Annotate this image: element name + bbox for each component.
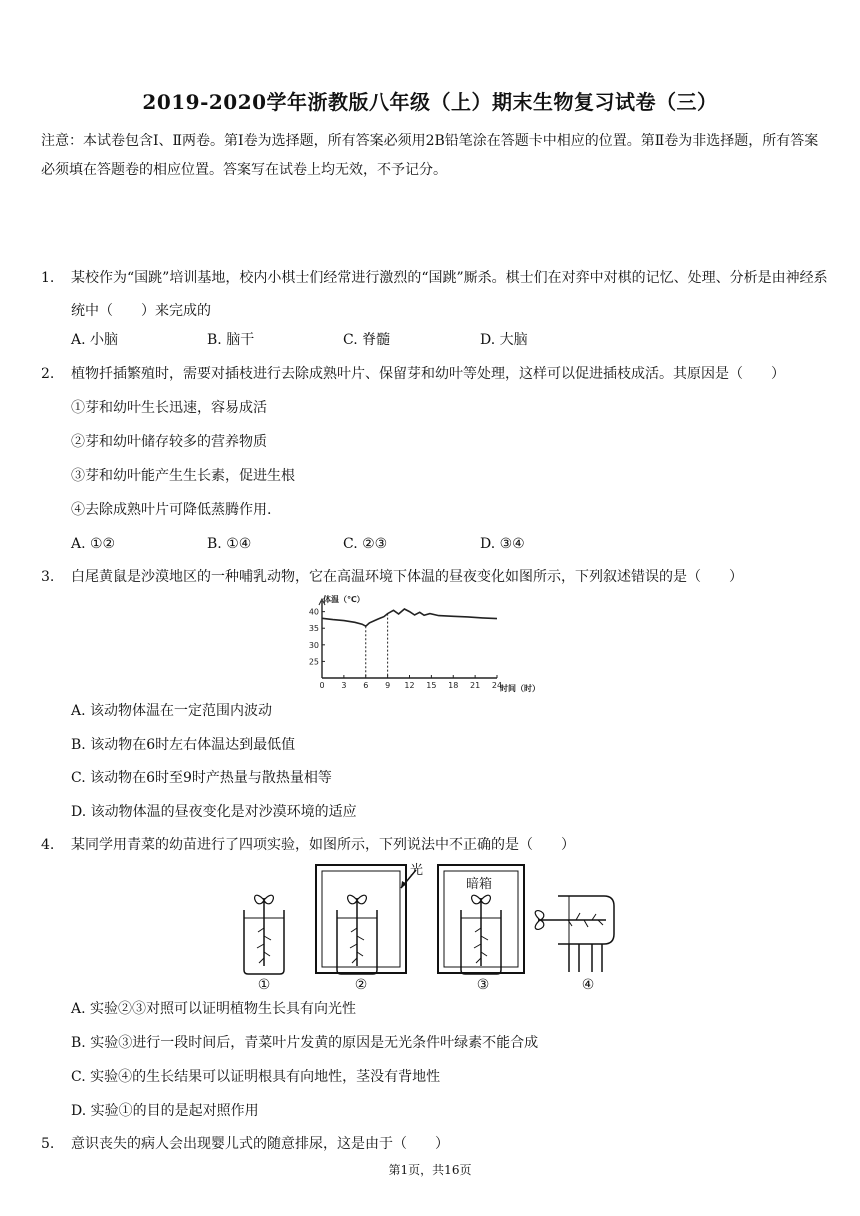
- dark-box-label: 暗箱: [466, 877, 493, 892]
- question-text: 白尾黄鼠是沙漠地区的一种哺乳动物，它在高温环境下体温的昼夜变化如图所示，下列叙述错误的是（ ）: [71, 569, 743, 585]
- x-axis-label: 时间（时）: [500, 684, 540, 693]
- option-b[interactable]: B. 实验③进行一段时间后，青菜叶片发黄的原因是无光条件叶绿素不能合成: [71, 1035, 539, 1051]
- label-2: ②: [354, 977, 368, 993]
- statement-3: ③芽和幼叶能产生生长素，促进生根: [71, 468, 295, 484]
- option-b[interactable]: B. 该动物在6时左右体温达到最低值: [71, 737, 296, 753]
- option-a[interactable]: A. 小脑: [71, 332, 119, 348]
- y-tick-label: 40: [308, 607, 319, 617]
- option-d[interactable]: D. 实验①的目的是起对照作用: [71, 1103, 259, 1119]
- option-c[interactable]: C. 脊髓: [343, 332, 391, 348]
- temperature-series-line: [322, 609, 497, 626]
- statement-2: ②芽和幼叶储存较多的营养物质: [71, 434, 267, 450]
- x-tick-label: 15: [426, 681, 437, 690]
- question-number: 5.: [41, 1136, 55, 1152]
- question-5: [41, 1134, 831, 1154]
- x-tick-label: 9: [385, 681, 391, 690]
- option-a[interactable]: A. ①②: [71, 536, 116, 552]
- experiment-1: [244, 895, 284, 974]
- x-tick-label: 0: [319, 681, 325, 690]
- question-text: 植物扦插繁殖时，需要对插枝进行去除成熟叶片、保留芽和幼叶等处理，这样可以促进插枝成活。其原因是（ ）: [71, 366, 785, 382]
- statement-1: ①芽和幼叶生长迅速，容易成活: [71, 400, 267, 416]
- x-tick-label: 21: [470, 681, 481, 690]
- option-b[interactable]: B. 脑干: [207, 332, 255, 348]
- option-b[interactable]: B. ①④: [207, 536, 252, 552]
- x-tick-label: 12: [404, 681, 415, 690]
- exam-notice: 注意：本试卷包含Ⅰ、Ⅱ两卷。第Ⅰ卷为选择题，所有答案必须用2B铅笔涂在答题卡中相应的位置。第Ⅱ卷为非选择题，所有答案必须填在答题卷的相应位置。答案写在试卷上均无效，不予记分。: [41, 133, 819, 178]
- label-1: ①: [257, 977, 271, 993]
- question-text: 意识丧失的病人会出现婴儿式的随意排尿，这是由于（ ）: [71, 1136, 449, 1152]
- question-2: [41, 364, 831, 384]
- experiment-2: [337, 895, 377, 974]
- y-axis-label: 体温（℃）: [323, 595, 365, 604]
- option-d[interactable]: D. 大脑: [480, 332, 528, 348]
- y-tick-label: 35: [308, 624, 319, 634]
- question-4: [41, 835, 831, 855]
- option-a[interactable]: A. 该动物体温在一定范围内波动: [71, 703, 273, 719]
- page-title: 2019-2020学年浙教版八年级（上）期末生物复习试卷（三）: [142, 90, 718, 114]
- x-tick-label: 18: [448, 681, 459, 690]
- question-number: 4.: [41, 837, 55, 853]
- question-1: [41, 262, 831, 328]
- question-number: 2.: [41, 366, 55, 382]
- x-tick-label: 6: [363, 681, 369, 690]
- option-d[interactable]: D. 该动物体温的昼夜变化是对沙漠环境的适应: [71, 804, 357, 820]
- question-number: 3.: [41, 569, 55, 585]
- option-d[interactable]: D. ③④: [480, 536, 525, 552]
- experiment-4: [535, 896, 614, 972]
- x-tick-label: 24: [491, 681, 503, 690]
- option-c[interactable]: C. ②③: [343, 536, 388, 552]
- question-text: 某同学用青菜的幼苗进行了四项实验，如图所示，下列说法中不正确的是（ ）: [71, 837, 575, 853]
- y-tick-label: 30: [308, 640, 319, 650]
- page-footer: 第1页，共16页: [388, 1163, 472, 1177]
- option-c[interactable]: C. 该动物在6时至9时产热量与散热量相等: [71, 770, 332, 786]
- option-c[interactable]: C. 实验④的生长结果可以证明根具有向地性，茎没有背地性: [71, 1069, 441, 1085]
- question-number: 1.: [41, 270, 55, 286]
- seedling-experiment-figure: [238, 858, 622, 994]
- label-3: ③: [476, 977, 490, 993]
- experiment-3: [461, 895, 501, 974]
- y-tick-label: 25: [308, 657, 319, 667]
- option-a[interactable]: A. 实验②③对照可以证明植物生长具有向光性: [71, 1001, 357, 1017]
- statement-4: ④去除成熟叶片可降低蒸腾作用.: [71, 502, 272, 518]
- label-4: ④: [581, 977, 595, 993]
- question-text: 某校作为“国跳”培训基地，校内小棋士们经常进行激烈的“国跳”厮杀。棋士们在对弈中对棋的记忆、处理、分析是由神经系统中（ ）来完成的: [71, 270, 828, 319]
- enclosure-box: [316, 865, 406, 973]
- x-tick-label: 3: [341, 681, 347, 690]
- body-temperature-chart: [300, 593, 562, 695]
- question-3: [41, 567, 831, 587]
- light-label: 光: [410, 863, 424, 878]
